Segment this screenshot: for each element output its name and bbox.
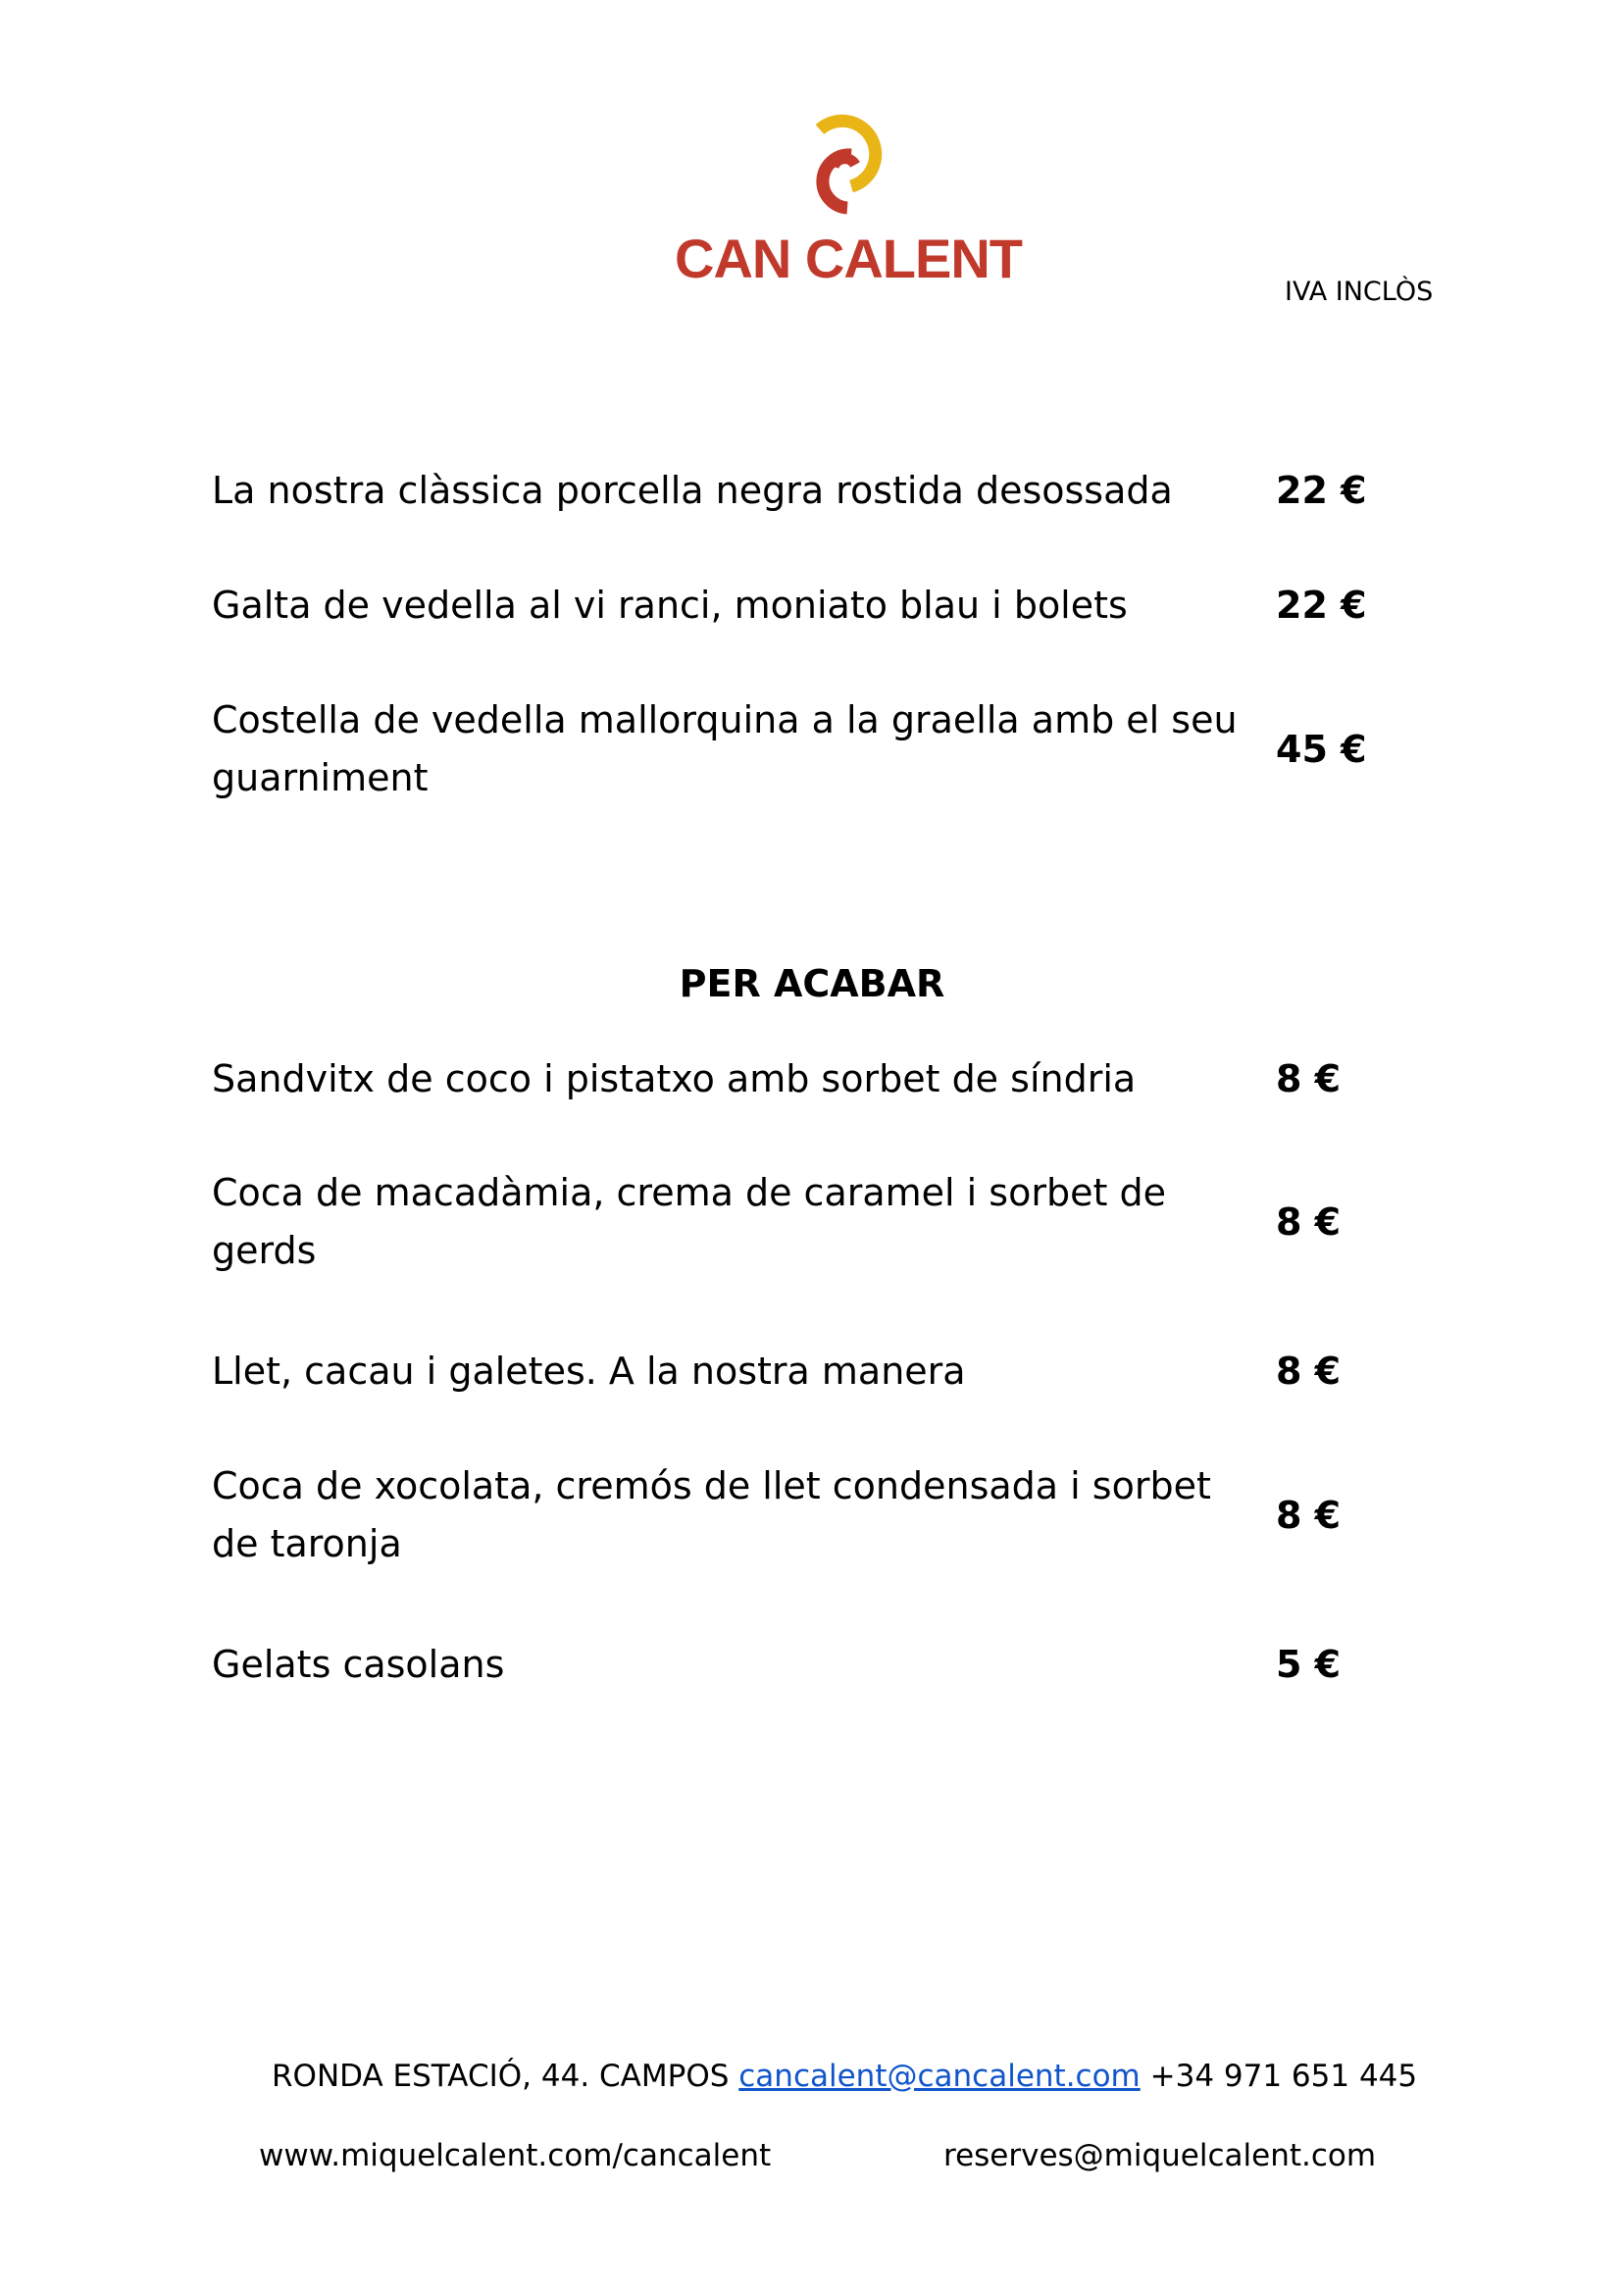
menu-item-price: 22 € bbox=[1276, 469, 1367, 512]
menu-item-name: Coca de xocolata, cremós de llet condensada i sorbet de taronja bbox=[212, 1464, 1211, 1565]
footer-reservations-email: reserves@miquelcalent.com bbox=[943, 2138, 1377, 2173]
brand-logo-mark-icon bbox=[790, 110, 888, 220]
menu-item bbox=[212, 1050, 1389, 1108]
menu-item-name: Galta de vedella al vi ranci, moniato blau i bolets bbox=[212, 584, 1128, 627]
menu-item-price: 8 € bbox=[1276, 1199, 1342, 1244]
section-title-desserts: PER ACABAR bbox=[679, 962, 945, 1005]
menu-item bbox=[212, 1164, 1389, 1280]
menu-item-price: 8 € bbox=[1276, 1493, 1342, 1537]
menu-item-name: Coca de macadàmia, crema de caramel i sorbet de gerds bbox=[212, 1171, 1166, 1272]
menu-item bbox=[212, 1457, 1389, 1573]
footer-phone: +34 971 651 445 bbox=[1149, 2059, 1418, 2094]
menu-item-price: 8 € bbox=[1276, 1350, 1342, 1393]
menu-item bbox=[212, 691, 1389, 807]
footer-email-link[interactable]: cancalent@cancalent.com bbox=[738, 2059, 1141, 2094]
menu-item-price: 8 € bbox=[1276, 1057, 1342, 1100]
menu-item-name: Sandvitx de coco i pistatxo amb sorbet de síndria bbox=[212, 1057, 1137, 1100]
menu-item bbox=[212, 1636, 1389, 1694]
footer-address: RONDA ESTACIÓ, 44. CAMPOS bbox=[272, 2059, 730, 2094]
menu-item-name: Gelats casolans bbox=[212, 1643, 505, 1686]
menu-item bbox=[212, 577, 1389, 635]
brand-name: CAN CALENT bbox=[675, 228, 1022, 289]
menu-item-price: 5 € bbox=[1276, 1643, 1342, 1686]
menu-item-price: 22 € bbox=[1276, 584, 1367, 627]
menu-item bbox=[212, 1343, 1389, 1401]
menu-item-name: Llet, cacau i galetes. A la nostra manera bbox=[212, 1350, 966, 1393]
tax-included-note: IVA INCLÒS bbox=[1285, 277, 1434, 307]
menu-item bbox=[212, 462, 1389, 520]
menu-item-name: Costella de vedella mallorquina a la graella amb el seu guarniment bbox=[212, 698, 1238, 799]
footer-contact-line bbox=[272, 2057, 1417, 2096]
footer-website: www.miquelcalent.com/cancalent bbox=[259, 2138, 772, 2173]
menu-item-name: La nostra clàssica porcella negra rostida desossada bbox=[212, 469, 1173, 512]
brand-logo bbox=[675, 110, 1022, 296]
menu-item-price: 45 € bbox=[1276, 727, 1367, 771]
